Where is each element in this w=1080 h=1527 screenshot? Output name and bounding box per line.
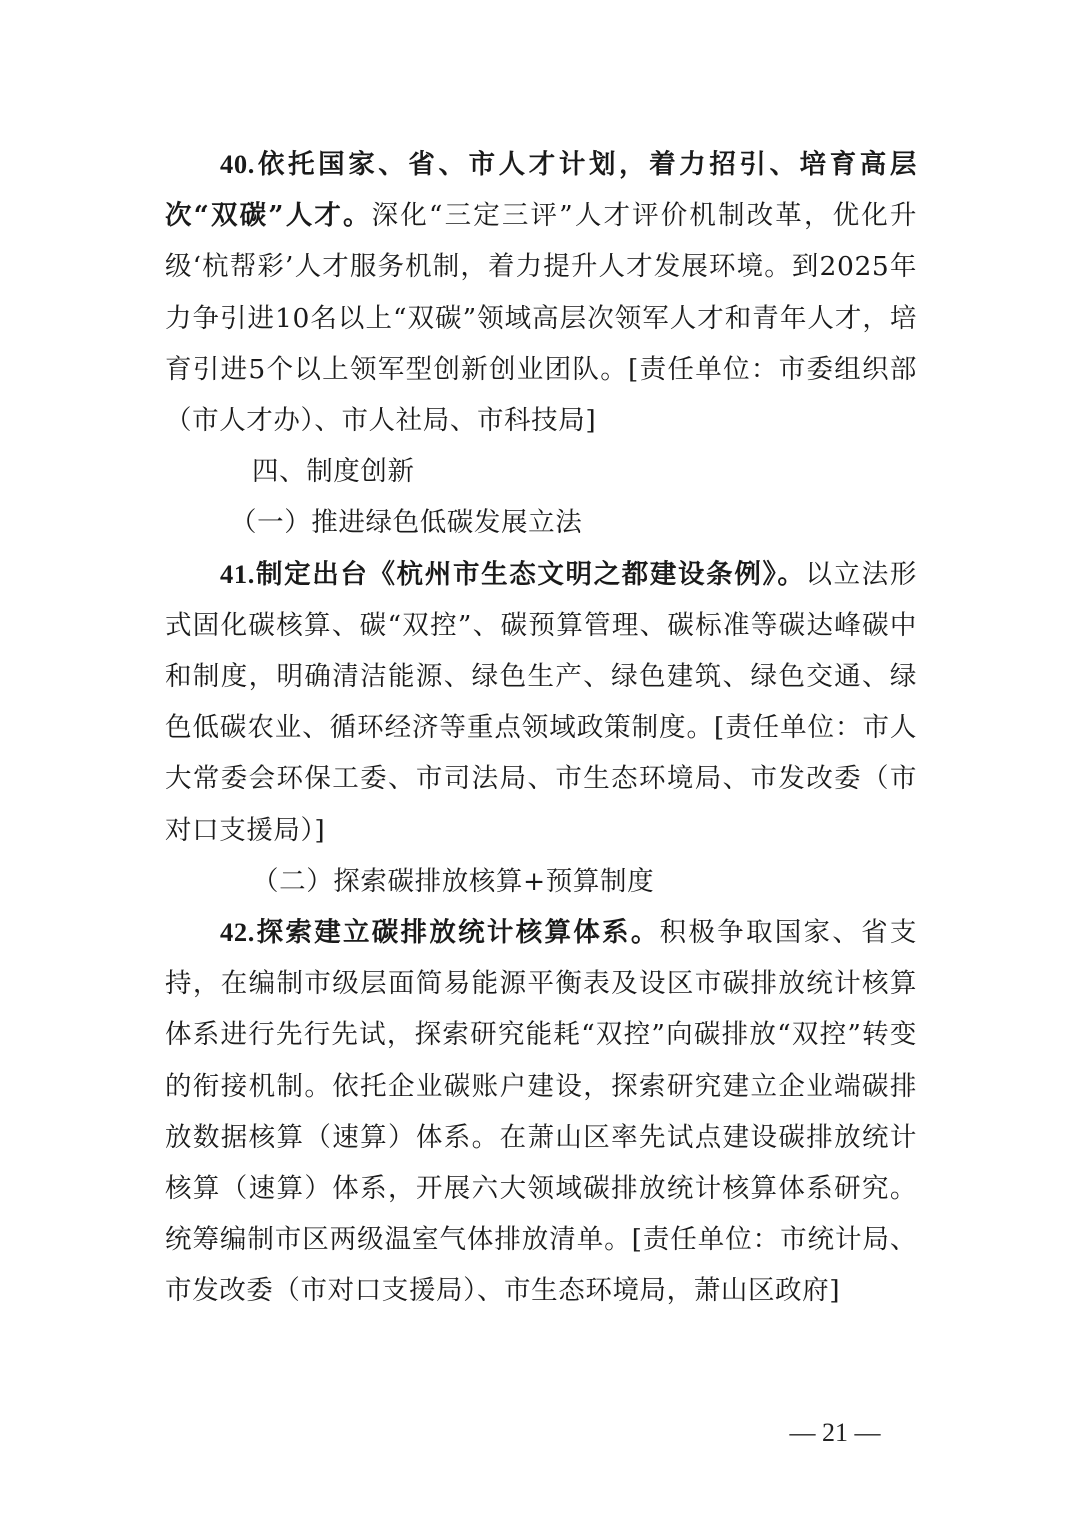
paragraph-item-40	[165, 139, 917, 446]
item-body: 以立法形式固化碳核算、碳“双控”、碳预算管理、碳标准等碳达峰碳中和制度，明确清洁能源、绿色生产、绿色建筑、绿色交通、绿色低碳农业、循环经济等重点领域政策制度。[责任单位：市人大常委会环保工委、市司法局、市生态环境局、市发改委（市对口支援局）]	[165, 558, 917, 846]
item-title: 制定出台《杭州市生态文明之都建设条例》。	[254, 558, 806, 590]
item-number: 40.	[220, 149, 255, 179]
subsection-heading: （二）探索碳排放核算+预算制度	[252, 865, 655, 897]
section-heading: 四、制度创新	[252, 456, 415, 488]
paragraph-item-42	[165, 907, 917, 1317]
item-title: 探索建立碳排放统计核算体系。	[254, 917, 660, 949]
page-number: — 21 —	[789, 1418, 881, 1447]
item-number: 42.	[220, 917, 255, 948]
paragraph-item-41	[165, 549, 917, 856]
item-lead	[220, 917, 660, 948]
item-body: 深化“三定三评”人才评价机制改革，优化升级‘杭帮彩’人才服务机制，着力提升人才发展环境。到2025年力争引进10名以上“双碳”领域高层次领军人才和青年人才，培育引进5个以上领军型创新创业团队。[责任单位：市委组织部（市人才办）、市人社局、市科技局]	[165, 200, 917, 437]
document-page	[165, 139, 917, 1317]
item-title: 依托国家、省、市人才计划，着力招引、培育高层次“双碳”人才。	[165, 149, 917, 232]
item-number: 41.	[220, 558, 255, 589]
subsection-heading: （一）推进绿色低碳发展立法	[230, 507, 583, 539]
item-lead	[220, 559, 805, 590]
item-body: 积极争取国家、省支持，在编制市级层面简易能源平衡表及设区市碳排放统计核算体系进行先行先试，探索研究能耗“双控”向碳排放“双控”转变的衔接机制。依托企业碳账户建设，探索研究建立企业端碳排放数据核算（速算）体系。在萧山区率先试点建设碳排放统计核算（速算）体系，开展六大领域碳排放统计核算体系研究。统筹编制市区两级温室气体排放清单。[责任单位：市统计局、市发改委（市对口支援局）、市生态环境局，萧山区政府]	[165, 917, 917, 1307]
